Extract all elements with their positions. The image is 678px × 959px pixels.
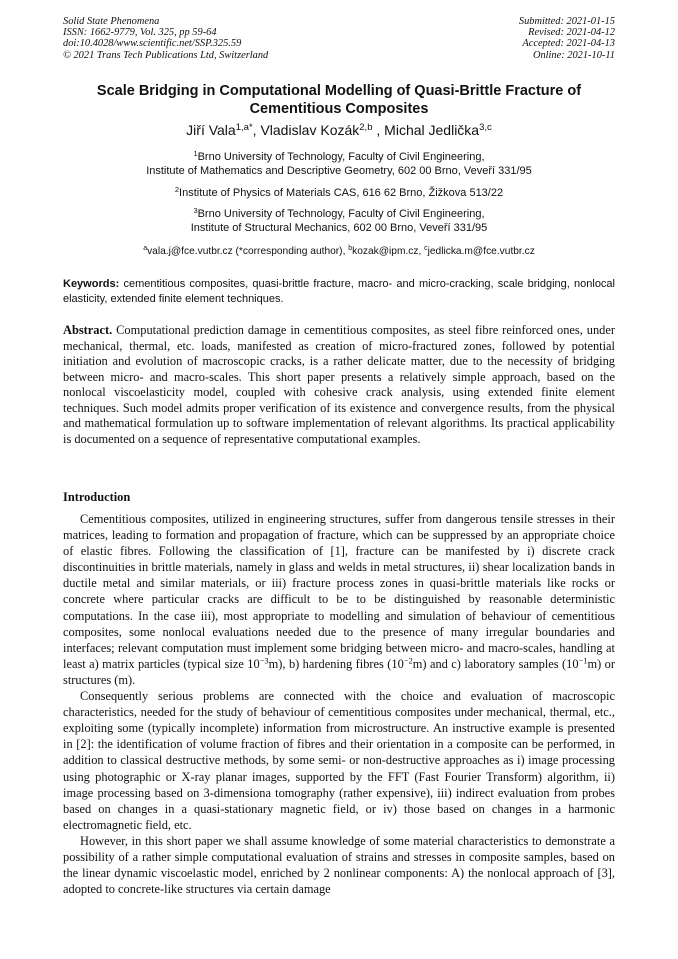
abstract-block <box>63 323 615 447</box>
exponent: −3 <box>259 655 269 666</box>
journal-doi[interactable]: doi:10.4028/www.scientific.net/SSP.325.59 <box>63 38 242 50</box>
copyright: © 2021 Trans Tech Publications Ltd, Switzerland <box>63 49 269 61</box>
author-separator: , <box>252 122 261 138</box>
keywords-text: cementitious composites, quasi-brittle fracture, macro- and micro-cracking, scale bridging, nonlocal elasticity, extended finite element techniques. <box>63 278 615 305</box>
date-accepted: Accepted: 2021-04-13 <box>522 38 615 50</box>
author-name: Jiří Vala <box>186 122 236 138</box>
author-affiliation-mark: 3,c <box>479 121 492 133</box>
author-affiliation-mark: 2,b <box>359 121 373 133</box>
paragraph-text: m), b) hardening fibres (10 <box>268 656 404 671</box>
author-affiliation-mark: 1,a* <box>235 121 253 133</box>
affiliation-1 <box>63 150 615 178</box>
paragraph-text: m) and c) laboratory samples (10 <box>412 656 579 671</box>
journal-info <box>63 16 268 61</box>
date-online: Online: 2021-10-11 <box>532 49 615 61</box>
affiliation-line: Brno University of Technology, Faculty of Civil Engineering, <box>197 208 485 220</box>
paper-title: Scale Bridging in Computational Modelling of Quasi-Brittle Fracture of Cementitious Composites <box>96 83 582 117</box>
author-name: Vladislav Kozák <box>260 122 360 138</box>
author-emails <box>63 245 615 258</box>
abstract-label: Abstract. <box>63 323 113 337</box>
affiliation-2 <box>63 186 615 200</box>
date-submitted: Submitted: 2021-01-15 <box>518 16 615 27</box>
email-link[interactable]: jedlicka.m@fce.vutbr.cz <box>427 246 535 257</box>
author-list <box>63 121 615 139</box>
email-link[interactable]: vala.j@fce.vutbr.cz (*corresponding author), <box>147 246 349 257</box>
paragraph-text: m) or structures (m). <box>63 656 616 687</box>
author-name: Michal Jedlička <box>384 122 480 138</box>
exponent: −2 <box>403 655 413 666</box>
email-mark: b <box>348 245 353 253</box>
paragraph <box>63 511 615 688</box>
journal-issn: ISSN: 1662-9779, Vol. 325, pp 59-64 <box>63 27 217 39</box>
affiliation-line: Institute of Physics of Materials CAS, 616 62 Brno, Žižkova 513/22 <box>179 187 504 199</box>
paragraph: However, in this short paper we shall assume knowledge of some material characteristics to demonstrate a possibility of a rather simple computational evaluation of strains and stresses in composite samples, based on the linear dynamic viscoelastic model, enriched by 2 nonlinear components: A) the nonlocal approach of [3], adopted to concrete-like structures via certain damage <box>63 833 615 897</box>
abstract-text: Computational prediction damage in cementitious composites, as steel fibre reinforced ones, under mechanical, thermal, etc. loads, manifested as creation of micro-fractured zones, followed by potential initiation and evolution of macroscopic cracks, is a rather delicate matter, due to the necessity of bridging between micro- and macro-scales. This short paper presents a relatively simple approach, based on the nonlocal viscoelasticity model, coupled with cohesive crack analysis, using extended finite element techniques. Such model admits proper verification of its existence and convergence results, from the physical and mathematical formulation up to software implementation of relevant algorithms. Its practical applicability is documented on a sequence of representative computational examples. <box>63 323 615 446</box>
keywords-label: Keywords: <box>63 278 120 290</box>
affiliation-number: 2 <box>174 184 180 194</box>
affiliation-line: Institute of Mathematics and Descriptive Geometry, 602 00 Brno, Veveří 331/95 <box>146 165 532 177</box>
affiliation-line: Brno University of Technology, Faculty of Civil Engineering, <box>197 151 485 163</box>
affiliation-number: 1 <box>193 148 198 158</box>
email-link[interactable]: kozak@ipm.cz, <box>352 246 425 257</box>
exponent: −1 <box>578 655 588 666</box>
date-revised: Revised: 2021-04-12 <box>528 27 615 39</box>
section-heading-introduction: Introduction <box>63 490 131 504</box>
email-mark: a <box>143 245 148 253</box>
affiliation-line: Institute of Structural Mechanics, 602 00 Brno, Veveří 331/95 <box>190 222 488 234</box>
author-separator: , <box>372 122 385 138</box>
journal-name: Solid State Phenomena <box>63 16 160 27</box>
affiliation-number: 3 <box>193 205 198 215</box>
paragraph-text: Cementitious composites, utilized in engineering structures, suffer from dangerous tensile stresses in their matrices, leading to formation and propagation of fracture, which can be suppressed by an appropriate choice of elastic fibres. Following the classification of [1], fracture can be manifested by i) discrete crack discontinuities in brittle materials, namely in glass and welds in metal structures, ii) shear localization bands in ductile metal and similar materials, or iii) fracture process zones in quasi-brittle materials like rocks or concrete where particular cracks are difficult to be to be distinguished by reasonable deterministic computations. In the case iii), most appropriate to modelling and simulation of behaviour of cementitious composites, some nonlocal evaluations needed due to the presence of many irregular boundaries and interfaces; relevant computation must implement some bridging between micro- and macro-scales, handling at least a) matrix particles (typical size 10 <box>63 512 615 671</box>
publication-dates <box>519 16 615 61</box>
email-mark: c <box>424 245 428 253</box>
keywords-block <box>63 277 615 306</box>
affiliation-3 <box>63 207 615 235</box>
paragraph: Consequently serious problems are connected with the choice and evaluation of macroscopic characteristics, needed for the study of behaviour of cementitious composites under mechanical, thermal, etc., exploiting some (typically incomplete) information from microstructure. An instructive example is presented in [2]: the identification of volume fraction of fibres and their orientation in a composite can be performed, in addition to classical destructive methods, by some semi- or non-destructive approaches as i) image processing using photographic or X-ray planar images, supported by the FFT (Fast Fourier Transform) algorithm, ii) image processing based on 3-dimensiona tomography (rather expensive), iii) indirect evaluation from probes based on changes in a quasi-stationary magnetic field, or iv) those based on changes in a harmonic electromagnetic field, etc. <box>63 689 615 832</box>
introduction-body <box>63 511 615 897</box>
